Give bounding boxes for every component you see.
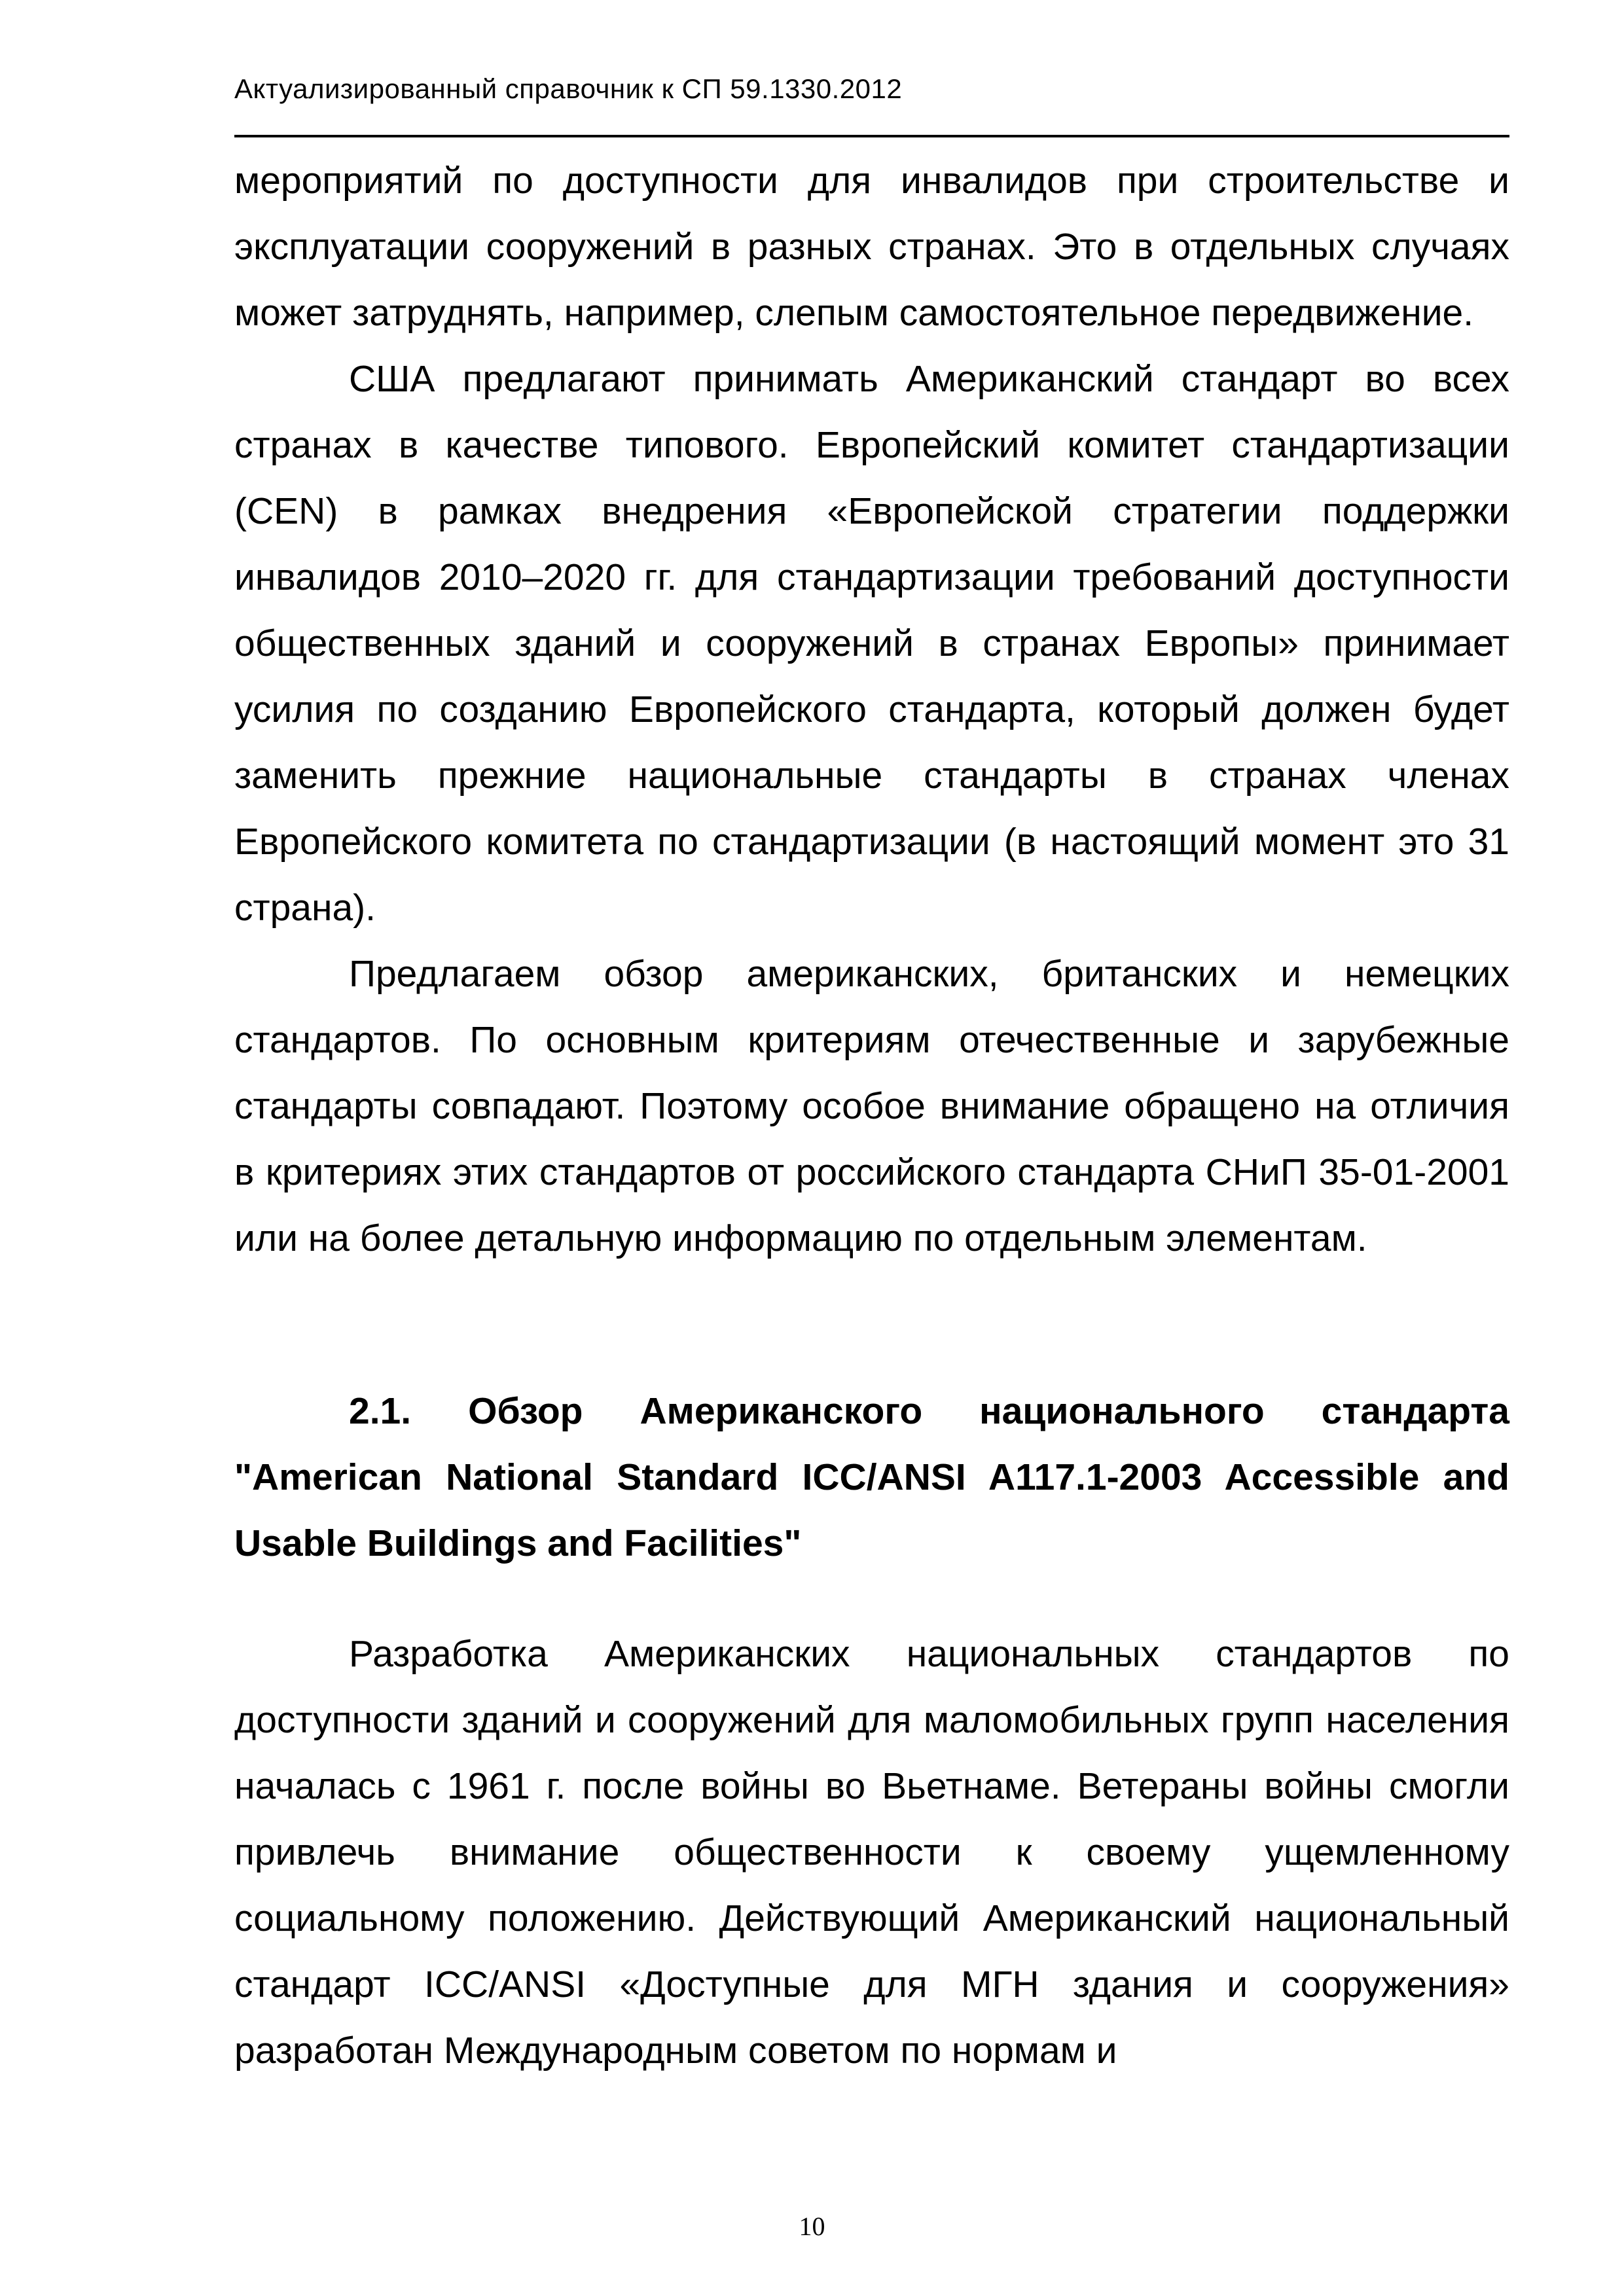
header-divider <box>234 135 1509 137</box>
page-number: 10 <box>799 2212 825 2241</box>
body-paragraph: мероприятий по доступности для инвалидов при строительстве и эксплуатации сооружений в разных странах. Это в отдельных случаях может затруднять, например, слепым самостоятельное передвижение. <box>234 160 1509 334</box>
body-paragraph: США предлагают принимать Американский стандарт во всех странах в качестве типового. Европейский комитет стандартизации (CEN) в рамках внедрения «Европейской стратегии поддержки инвалидов 2010–2020 гг. для стандартизации требований доступности общественных зданий и сооружений в странах Европы» принимает усилия по созданию Европейского стандарта, который должен будет заменить прежние национальные стандарты в странах членах Европейского комитета по стандартизации (в настоящий момент это 31 страна). <box>234 358 1509 929</box>
body-paragraph: Разработка Американских национальных стандартов по доступности зданий и сооружений для маломобильных групп населения началась с 1961 г. после войны во Вьетнаме. Ветераны войны смогли привлечь внимание общественности к своему ущемленному социальному положению. Действующий Американский национальный стандарт ICC/ANSI «Доступные для МГН здания и сооружения» разработан Международным советом по нормам и <box>234 1633 1509 2072</box>
body-paragraph: Предлагаем обзор американских, британских и немецких стандартов. По основным критериям отечественные и зарубежные стандарты совпадают. Поэтому особое внимание обращено на отличия в критериях этих стандартов от российского стандарта СНиП 35-01-2001 или на более детальную информацию по отдельным элементам. <box>234 953 1509 1259</box>
section-heading: 2.1. Обзор Американского национального стандарта "American National Standard ICC/ANSI A117.1-2003 Accessible and Usable Buildings and Facilities" <box>234 1390 1509 1564</box>
running-header: Актуализированный справочник к СП 59.1330.2012 <box>234 73 903 104</box>
page-body <box>234 148 1509 2084</box>
